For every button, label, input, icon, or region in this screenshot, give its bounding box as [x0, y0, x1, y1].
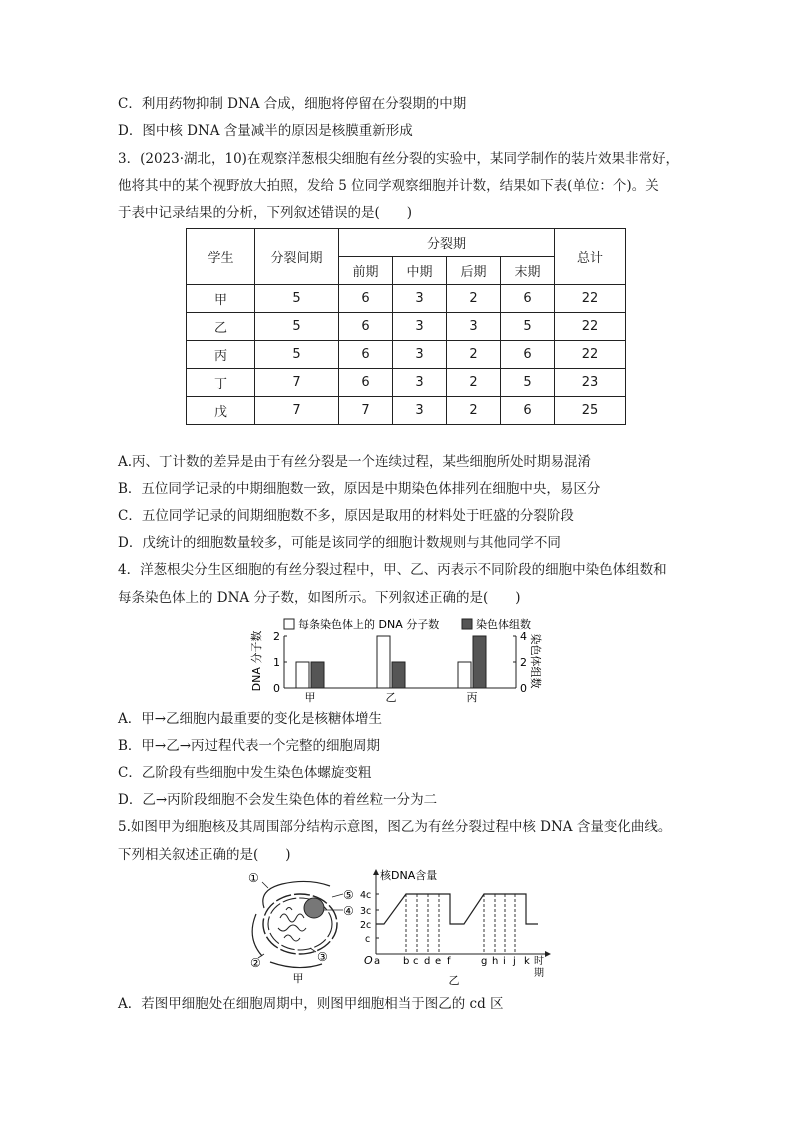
cell: 6	[339, 369, 393, 397]
label-1: ①	[248, 871, 259, 885]
table-row	[187, 285, 626, 313]
x-tick-b: b	[403, 956, 410, 967]
cell: 甲	[187, 285, 255, 313]
x-axis-title-1: 时	[534, 956, 544, 967]
label-2: ②	[250, 956, 261, 970]
y-tick-3c: 3c	[360, 906, 372, 917]
cell: 6	[501, 397, 555, 425]
x-tick-k: k	[524, 956, 530, 967]
option-d-q3: D．戊统计的细胞数量较多，可能是该同学的细胞计数规则与其他同学不同	[118, 535, 561, 551]
cell: 6	[339, 313, 393, 341]
cell: 2	[447, 397, 501, 425]
dna-curve	[376, 894, 538, 924]
cell: 6	[501, 341, 555, 369]
legend-chromosome-sets-label: 染色体组数	[476, 618, 531, 631]
th-anaphase: 后期	[447, 257, 501, 285]
dna-content-graph	[360, 866, 556, 988]
x-tick-i: i	[503, 956, 506, 967]
x-tick-e: e	[435, 956, 442, 967]
nucleolus	[304, 898, 324, 918]
cell: 3	[393, 285, 447, 313]
y-tick-label: 0	[273, 682, 280, 695]
legend-swatch-chromosome-sets	[462, 619, 472, 629]
caption-yi: 乙	[448, 974, 460, 987]
question-3-line2: 他将其中的某个视野放大拍照，发给 5 位同学观察细胞并计数，结果如下表(单位：个)。关	[118, 178, 659, 194]
cell: 丁	[187, 369, 255, 397]
label-5: ⑤	[343, 888, 354, 902]
cell: 5	[255, 285, 339, 313]
nuclear-envelope-outer	[263, 894, 337, 954]
x-tick-d: d	[424, 956, 431, 967]
cell: 3	[393, 313, 447, 341]
x-tick-j: j	[513, 956, 516, 967]
table-row	[187, 341, 626, 369]
bar-chromosome-sets-0	[311, 662, 324, 688]
category-label: 乙	[385, 691, 397, 704]
cell: 5	[255, 313, 339, 341]
count-table	[186, 228, 626, 425]
cell: 22	[555, 341, 626, 369]
er-membrane-left	[252, 914, 262, 956]
cell: 23	[555, 369, 626, 397]
th-interphase: 分裂间期	[255, 229, 339, 285]
category-label: 丙	[466, 691, 478, 704]
cell: 3	[393, 397, 447, 425]
question-4-line2: 每条染色体上的 DNA 分子数，如图所示。下列叙述正确的是( )	[118, 590, 521, 606]
cell: 乙	[187, 313, 255, 341]
y-axis-label: DNA 分子数	[250, 630, 263, 692]
y-tick-label: 1	[273, 656, 280, 669]
question-4-line1: 4．洋葱根尖分生区细胞的有丝分裂过程中，甲、乙、丙表示不同阶段的细胞中染色体组数和	[118, 562, 667, 578]
cell: 6	[339, 285, 393, 313]
y-tick-label: 2	[273, 630, 280, 643]
y2-tick-label: 2	[520, 656, 527, 669]
label-3: ③	[317, 950, 328, 964]
bar-dna-2	[458, 662, 471, 688]
y-axis-title: 核DNA含量	[380, 869, 438, 882]
option-a-q5: A．若图甲细胞处在细胞周期中，则图甲细胞相当于图乙的 cd 区	[118, 996, 504, 1012]
pointer-5	[332, 894, 343, 897]
cell: 25	[555, 397, 626, 425]
nucleus-diagram	[240, 868, 365, 984]
x-tick-h: h	[492, 956, 499, 967]
legend-dna-label: 每条染色体上的 DNA 分子数	[298, 618, 440, 631]
cell: 22	[555, 313, 626, 341]
cell: 7	[339, 397, 393, 425]
x-tick-c: c	[413, 956, 419, 967]
option-c-q2: C．利用药物抑制 DNA 合成，细胞将停留在分裂期的中期	[118, 96, 467, 112]
x-tick-g: g	[481, 956, 488, 967]
th-division: 分裂期	[339, 229, 555, 257]
table-row	[187, 313, 626, 341]
cell: 6	[339, 341, 393, 369]
category-label: 甲	[304, 691, 316, 704]
chromatin	[278, 908, 306, 942]
y2-axis-label: 染色体组数	[529, 633, 542, 689]
option-d-q4: D．乙→丙阶段细胞不会发生染色体的着丝粒一分为二	[118, 792, 438, 808]
cell: 3	[393, 369, 447, 397]
legend-swatch-dna	[284, 619, 294, 629]
bar-chromosome-sets-1	[392, 662, 405, 688]
question-3-line1: 3．(2023·湖北，10)在观察洋葱根尖细胞有丝分裂的实验中，某同学制作的装片效果非常好，	[118, 151, 679, 167]
origin-label: O	[364, 954, 373, 967]
pointer-1	[262, 882, 268, 888]
option-d-q2: D．图中核 DNA 含量减半的原因是核膜重新形成	[118, 123, 413, 139]
table-row	[187, 369, 626, 397]
option-c-q4: C．乙阶段有些细胞中发生染色体螺旋变粗	[118, 765, 372, 781]
th-total: 总计	[555, 229, 626, 285]
th-student: 学生	[187, 229, 255, 285]
x-tick-a: a	[374, 956, 381, 967]
bar-chart	[248, 612, 548, 704]
th-metaphase: 中期	[393, 257, 447, 285]
cell: 7	[255, 397, 339, 425]
y-tick-4c: 4c	[360, 890, 372, 901]
th-prophase: 前期	[339, 257, 393, 285]
cell: 丙	[187, 341, 255, 369]
x-axis-title-2: 期	[534, 968, 544, 979]
question-3-line3: 于表中记录结果的分析，下列叙述错误的是( )	[118, 205, 413, 221]
x-tick-f: f	[447, 956, 451, 967]
option-a-q4: A．甲→乙细胞内最重要的变化是核糖体增生	[118, 711, 383, 727]
cell: 2	[447, 369, 501, 397]
y2-tick-label: 0	[520, 682, 527, 695]
cell: 3	[447, 313, 501, 341]
y-tick-2c: 2c	[360, 920, 372, 931]
caption-jia: 甲	[292, 972, 304, 984]
cell: 6	[501, 285, 555, 313]
table-row	[187, 397, 626, 425]
er-membrane-bottom	[270, 962, 322, 968]
cell: 2	[447, 341, 501, 369]
option-a-q3: A.丙、丁计数的差异是由于有丝分裂是一个连续过程，某些细胞所处时期易混淆	[118, 454, 592, 470]
bar-chromosome-sets-2	[473, 636, 486, 688]
question-5-line2: 下列相关叙述正确的是( )	[118, 847, 291, 863]
question-5-line1: 5.如图甲为细胞核及其周围部分结构示意图，图乙为有丝分裂过程中核 DNA 含量变化曲线。	[118, 819, 672, 835]
cell: 5	[501, 313, 555, 341]
label-4: ④	[343, 904, 354, 918]
option-b-q4: B．甲→乙→丙过程代表一个完整的细胞周期	[118, 738, 381, 754]
cell: 22	[555, 285, 626, 313]
th-telophase: 末期	[501, 257, 555, 285]
option-b-q3: B．五位同学记录的中期细胞数一致，原因是中期染色体排列在细胞中央，易区分	[118, 481, 601, 497]
cell: 5	[501, 369, 555, 397]
cell: 2	[447, 285, 501, 313]
bar-dna-1	[377, 636, 390, 688]
y-tick-c: c	[365, 934, 371, 945]
bar-dna-0	[296, 662, 309, 688]
y2-tick-label: 4	[520, 630, 527, 643]
cell: 5	[255, 341, 339, 369]
cell: 3	[393, 341, 447, 369]
cell: 戊	[187, 397, 255, 425]
option-c-q3: C．五位同学记录的间期细胞数不多，原因是取用的材料处于旺盛的分裂阶段	[118, 508, 574, 524]
cell: 7	[255, 369, 339, 397]
